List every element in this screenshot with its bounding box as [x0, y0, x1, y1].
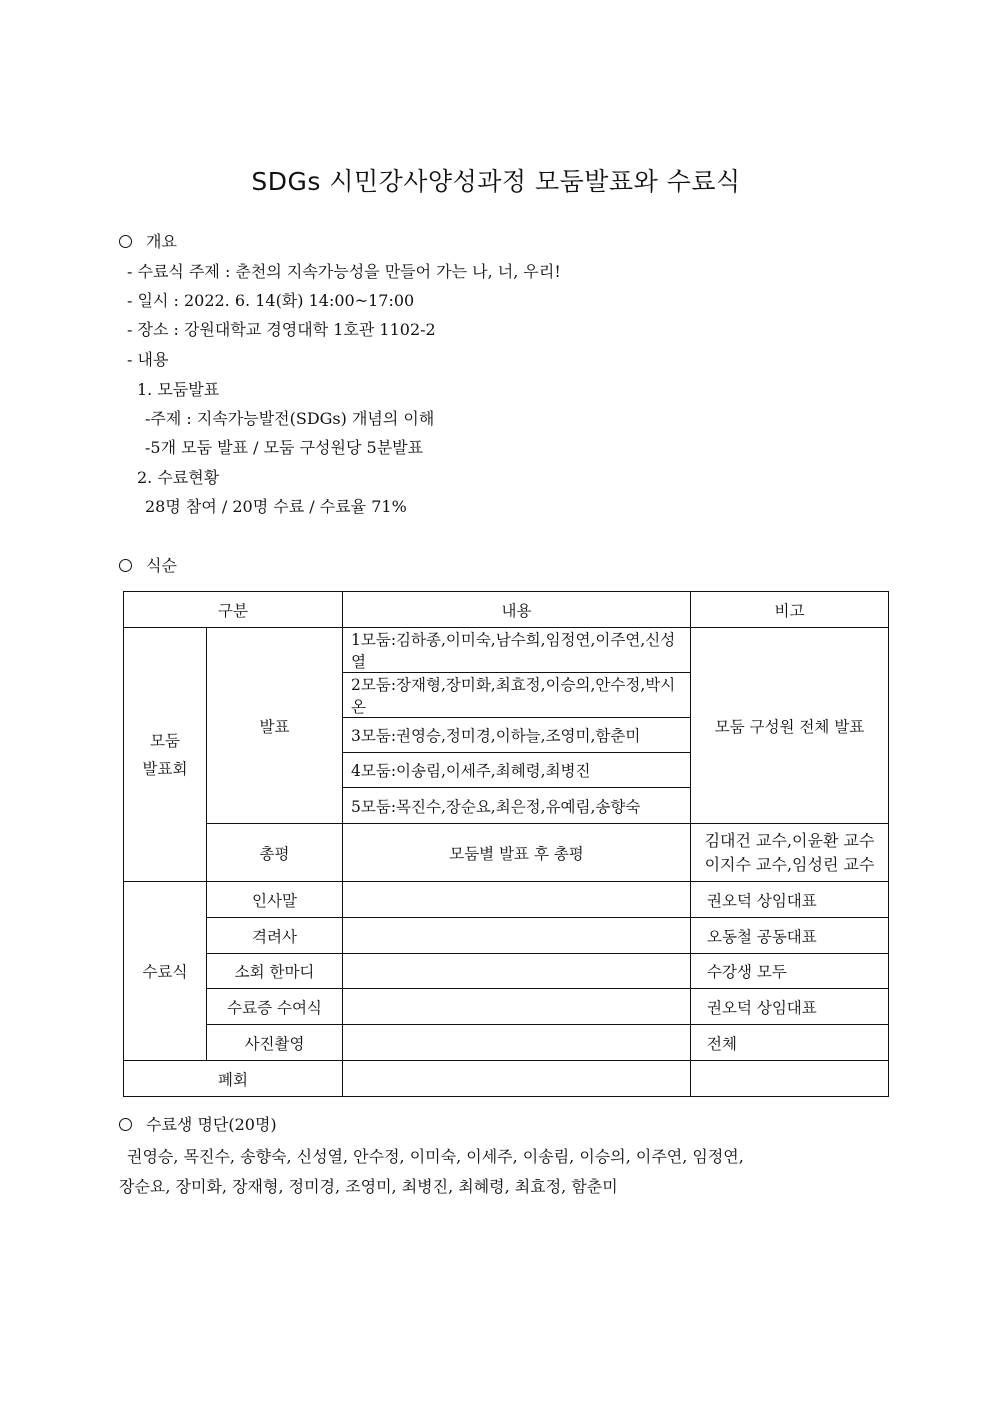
ceremony-order-table	[123, 591, 889, 1097]
overview-item2: 2. 수료현황	[137, 468, 220, 487]
header-category: 구분	[124, 592, 343, 628]
completion-content	[343, 882, 691, 918]
graduates-heading-row	[119, 1115, 277, 1135]
completion-label: 수료식	[124, 882, 207, 1061]
overview-content: - 내용	[127, 350, 169, 369]
group-presentation-label: 모둠 발표회	[124, 628, 207, 882]
overview-item1-topic: -주제 : 지속가능발전(SDGs) 개념의 이해	[145, 409, 435, 428]
table-header-row	[124, 592, 889, 628]
table-row	[124, 824, 889, 882]
overview-item1-format: -5개 모둠 발표 / 모둠 구성원당 5분발표	[145, 438, 424, 457]
overview-item1: 1. 모둠발표	[137, 380, 220, 399]
completion-item: 소회 한마디	[207, 954, 343, 989]
table-row	[124, 918, 889, 954]
closing-label: 폐회	[124, 1061, 343, 1097]
group-4-members: 4모둠:이송림,이세주,최혜령,최병진	[343, 753, 691, 788]
review-note	[691, 824, 889, 882]
header-content: 내용	[343, 592, 691, 628]
overview-heading-row	[119, 232, 177, 252]
circle-bullet-icon	[119, 235, 132, 248]
overview-topic: - 수료식 주제 : 춘천의 지속가능성을 만들어 가는 나, 너, 우리!	[127, 262, 561, 281]
graduates-line2: 장순요, 장미화, 장재형, 정미경, 조영미, 최병진, 최혜령, 최효정, 함춘미	[119, 1177, 618, 1196]
closing-note	[691, 1061, 889, 1097]
table-row	[124, 989, 889, 1025]
review-note-line1: 김대건 교수,이윤환 교수	[704, 830, 875, 850]
completion-item: 사진촬영	[207, 1025, 343, 1061]
graduates-heading: 수료생 명단(20명)	[146, 1115, 277, 1134]
overview-datetime: - 일시 : 2022. 6. 14(화) 14:00~17:00	[127, 291, 415, 310]
table-row	[124, 1061, 889, 1097]
overview-heading: 개요	[146, 232, 177, 251]
header-note: 비고	[691, 592, 889, 628]
closing-content	[343, 1061, 691, 1097]
circle-bullet-icon	[119, 559, 132, 572]
completion-content	[343, 954, 691, 989]
completion-note: 수강생 모두	[691, 954, 889, 989]
review-note-line2: 이지수 교수,임성린 교수	[704, 854, 875, 874]
ceremony-heading: 식순	[146, 556, 177, 575]
completion-content	[343, 1025, 691, 1061]
review-label: 총평	[207, 824, 343, 882]
review-content: 모둠별 발표 후 총평	[343, 824, 691, 882]
table-row	[124, 882, 889, 918]
completion-item: 격려사	[207, 918, 343, 954]
completion-note: 전체	[691, 1025, 889, 1061]
completion-content	[343, 989, 691, 1025]
table-row	[124, 954, 889, 989]
completion-note: 권오덕 상임대표	[691, 882, 889, 918]
page-title: SDGs 시민강사양성과정 모둠발표와 수료식	[251, 167, 741, 196]
group-3-members: 3모둠:권영승,정미경,이하늘,조영미,함춘미	[343, 718, 691, 753]
ceremony-heading-row	[119, 556, 177, 576]
completion-content	[343, 918, 691, 954]
presentation-label: 발표	[207, 628, 343, 824]
circle-bullet-icon	[119, 1118, 132, 1131]
graduates-line1: 권영승, 목진수, 송향숙, 신성열, 안수정, 이미숙, 이세주, 이송림, 이승의, 이주연, 임정연,	[127, 1147, 744, 1166]
presentation-note: 모둠 구성원 전체 발표	[691, 628, 889, 824]
overview-place: - 장소 : 강원대학교 경영대학 1호관 1102-2	[127, 320, 436, 339]
group-2-members: 2모둠:장재형,장미화,최효정,이승의,안수정,박시온	[343, 673, 691, 718]
overview-item2-stats: 28명 참여 / 20명 수료 / 수료율 71%	[145, 497, 407, 516]
table-row	[124, 1025, 889, 1061]
completion-note: 오동철 공동대표	[691, 918, 889, 954]
completion-item: 인사말	[207, 882, 343, 918]
group-5-members: 5모둠:목진수,장순요,최은정,유예림,송향숙	[343, 788, 691, 824]
completion-note: 권오덕 상임대표	[691, 989, 889, 1025]
graduates-list	[119, 1142, 889, 1202]
table-row	[124, 628, 889, 673]
group-1-members: 1모둠:김하종,이미숙,남수희,임정연,이주연,신성열	[343, 628, 691, 673]
completion-item: 수료증 수여식	[207, 989, 343, 1025]
